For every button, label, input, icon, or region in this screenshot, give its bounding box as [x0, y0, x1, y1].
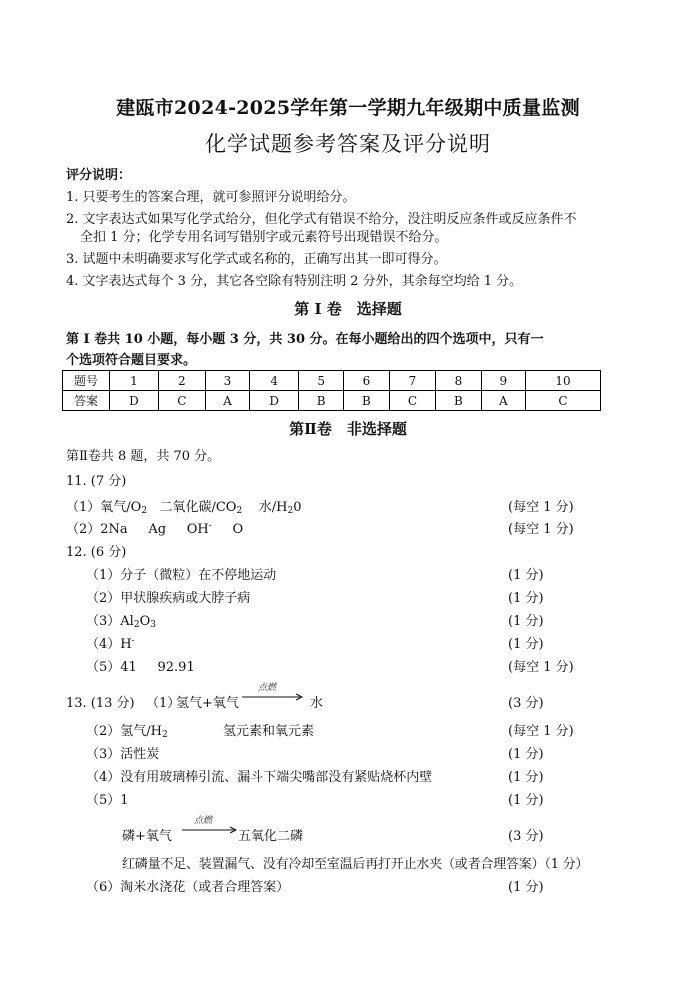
q12-line5-score: (每空 1 分)	[508, 660, 574, 675]
q11-line1-score: (每空 1 分)	[508, 500, 574, 515]
q11-line1	[66, 496, 301, 515]
answer-41: 41	[120, 660, 137, 675]
q13-eq2-condition: 点燃	[194, 816, 213, 826]
q13-line2-elements: 氢元素和氧元素	[223, 724, 315, 739]
answer-al2o3: $Al_2O_3$	[120, 614, 156, 630]
q13-line4: （4）没有用玻璃棒引流、漏斗下端尖嘴部没有紧贴烧杯内壁	[86, 770, 433, 785]
q13-eq1-reactants: 氢气+氧气	[176, 696, 239, 711]
answer-oh: OH-	[186, 521, 212, 537]
q13-heading: 13. (13 分)	[66, 696, 135, 711]
answer-co2: 二氧化碳$/CO_2$	[159, 500, 243, 516]
part2-heading: 第Ⅱ卷 非选择题	[289, 420, 407, 438]
q13-line4-score: (1 分)	[508, 770, 544, 785]
table-cell-answer: B	[436, 391, 481, 411]
table-cell-number: 7	[389, 371, 436, 391]
answer-table-row-numbers	[63, 371, 601, 391]
q13-line2-score: (每空 1 分)	[508, 724, 574, 739]
table-cell-number: 4	[250, 371, 299, 391]
q11-line2	[66, 518, 243, 537]
part1-intro-line1: 第 I 卷共 10 小题，每小题 3 分，共 30 分。在每小题给出的四个选项中，只有一	[66, 332, 544, 347]
part2-intro: 第Ⅱ卷共 8 题，共 70 分。	[66, 449, 221, 464]
part1-heading: 第 I 卷 选择题	[294, 300, 402, 318]
q12-line5	[86, 656, 195, 675]
table-cell-number: 2	[158, 371, 205, 391]
q13-line5-score: (1 分)	[508, 793, 544, 808]
q13-line5-cont: 红磷量不足、装置漏气、没有冷却至室温后再打开止水夹（或者合理答案）（1 分）	[122, 857, 589, 872]
item-number: （2）	[66, 522, 101, 537]
q13-line1-score: (3 分)	[508, 696, 544, 711]
answer-hydrogen: 氢气$/H_2$	[120, 724, 168, 740]
q13-line5: （5）1	[86, 793, 129, 808]
q12-line2-score: (1 分)	[508, 591, 544, 606]
answer-table	[62, 370, 601, 411]
q13-line3-score: (1 分)	[508, 747, 544, 762]
answer-h-ion: H-	[120, 636, 135, 652]
page-subtitle: 化学试题参考答案及评分说明	[205, 132, 491, 156]
table-cell-number: 9	[481, 371, 525, 391]
table-header-answer: 答案	[63, 391, 110, 411]
answer-92-91: 92.91	[157, 660, 195, 675]
answer-ag: Ag	[148, 522, 167, 537]
q12-heading: 12. (6 分)	[66, 545, 127, 560]
q13-line1-num: （1）	[146, 696, 181, 711]
item-number: （5）	[86, 660, 121, 675]
q13-line6: （6）淘米水浇花（或者合理答案）	[86, 880, 290, 895]
table-cell-answer: B	[344, 391, 389, 411]
q13-line6-score: (1 分)	[508, 880, 544, 895]
table-cell-answer: A	[205, 391, 249, 411]
q13-line3: （3）活性炭	[86, 747, 160, 762]
table-cell-answer: D	[250, 391, 299, 411]
q12-line4-score: (1 分)	[508, 637, 544, 652]
table-cell-answer: C	[158, 391, 205, 411]
table-cell-number: 10	[526, 371, 601, 391]
table-header-number: 题号	[63, 371, 110, 391]
table-cell-number: 8	[436, 371, 481, 391]
scoring-note-3: 3. 试题中未明确要求写化学式或名称的，正确写出其一即可得分。	[66, 252, 447, 267]
part1-intro-line2: 个选项符合题目要求。	[66, 353, 197, 368]
item-number: （3）	[86, 614, 121, 629]
q12-line3-score: (1 分)	[508, 614, 544, 629]
item-number: （4）	[86, 637, 121, 652]
q13-eq2-reactants: 磷+氧气	[122, 829, 172, 844]
q12-line2: （2）甲状腺疾病或大脖子病	[86, 591, 251, 606]
scoring-note-1: 1. 只要考生的答案合理，就可参照评分说明给分。	[66, 190, 356, 205]
q12-line3	[86, 610, 156, 629]
page-title: 建瓯市2024-2025学年第一学期九年级期中质量监测	[116, 97, 580, 119]
q11-heading: 11. (7 分)	[66, 474, 127, 489]
q12-line1-score: (1 分)	[508, 568, 544, 583]
table-cell-answer: C	[526, 391, 601, 411]
q12-line1: （1）分子（微粒）在不停地运动	[86, 568, 277, 583]
table-cell-number: 6	[344, 371, 389, 391]
answer-water: 水$/H_20$	[258, 500, 302, 516]
table-cell-number: 1	[110, 371, 159, 391]
reaction-arrow-icon	[182, 825, 238, 835]
item-number: （1）	[66, 500, 101, 515]
answer-table-row-answers	[63, 391, 601, 411]
scoring-notes-heading: 评分说明：	[66, 168, 132, 183]
table-cell-number: 3	[205, 371, 249, 391]
table-cell-answer: C	[389, 391, 436, 411]
answer-oxygen: 氧气$/O_2$	[100, 500, 148, 516]
table-cell-number: 5	[299, 371, 344, 391]
q13-line2	[86, 720, 168, 739]
scoring-note-4: 4. 文字表达式每个 3 分，其它各空除有特别注明 2 分外，其余每空均给 1 分。	[66, 274, 523, 289]
q13-eq1-condition: 点燃	[258, 683, 277, 693]
table-cell-answer: A	[481, 391, 525, 411]
scoring-note-2-cont: 全扣 1 分；化学专用名词写错别字或元素符号出现错误不给分。	[80, 230, 448, 245]
scoring-note-2: 2. 文字表达式如果写化学式给分，但化学式有错误不给分，没注明反应条件或反应条件不	[66, 212, 577, 227]
q13-eq2-score: (3 分)	[508, 829, 544, 844]
reaction-arrow-icon	[242, 692, 304, 702]
answer-o: O	[232, 522, 244, 537]
q13-eq1-product: 水	[310, 696, 324, 711]
q13-eq2-product: 五氧化二磷	[238, 829, 304, 844]
table-cell-answer: B	[299, 391, 344, 411]
table-cell-answer: D	[110, 391, 159, 411]
q12-line4	[86, 633, 135, 652]
item-number: （2）	[86, 724, 121, 739]
q11-line2-score: (每空 1 分)	[508, 522, 574, 537]
answer-2na: 2Na	[100, 522, 128, 537]
